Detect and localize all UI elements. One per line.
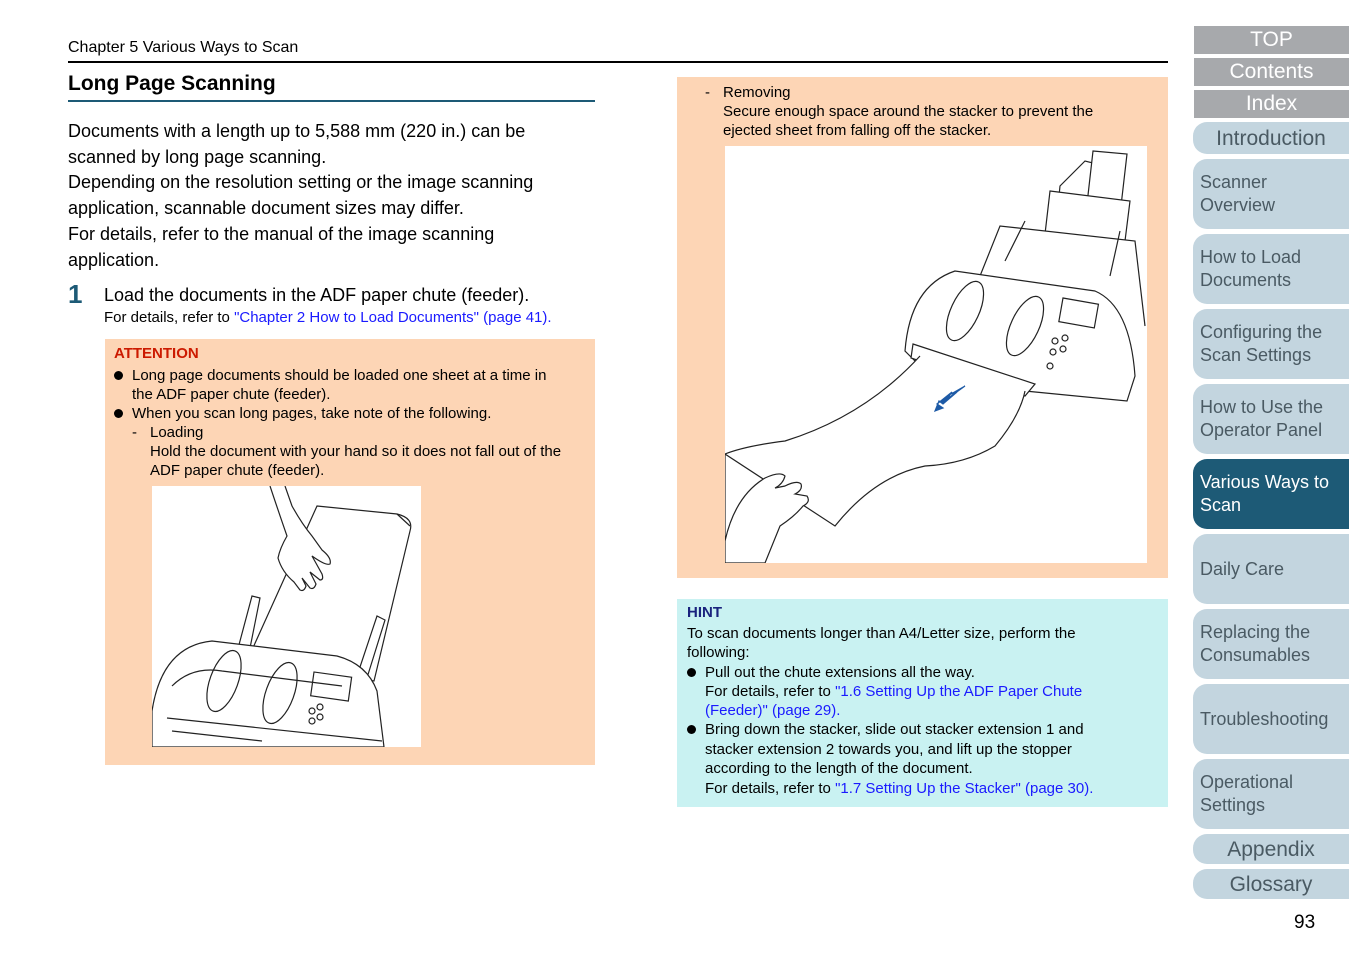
nav-contents-button[interactable]: Contents — [1194, 58, 1349, 86]
ref-suffix: . — [1089, 779, 1094, 797]
hint-box — [677, 599, 1168, 807]
attention-box — [105, 339, 595, 765]
bullet-line: stacker extension 2 towards you, and lift up the stopper — [705, 740, 1072, 758]
removing-line: ejected sheet from falling off the stacker. — [723, 122, 992, 139]
attention-title: ATTENTION — [114, 345, 199, 362]
bullet-text: Pull out the chute extensions all the way. — [705, 664, 975, 681]
ref-prefix: For details, refer to — [104, 309, 235, 326]
nav-how-to-load[interactable] — [1193, 234, 1349, 304]
nav-troubleshooting[interactable] — [1193, 684, 1349, 754]
nav-scanner-overview[interactable] — [1193, 159, 1349, 229]
nav-label: Scan — [1200, 495, 1242, 515]
intro-paragraph-2: Depending on the resolution setting or the image scanning application, scannable document sizes may differ. — [68, 172, 534, 219]
nav-index-button[interactable]: Index — [1194, 90, 1349, 118]
intro-text — [68, 119, 588, 273]
nav-label: Documents — [1200, 270, 1292, 290]
nav-label: How to Use the — [1200, 397, 1324, 417]
hint-intro-line: following: — [687, 644, 750, 661]
bullet-line: Bring down the stacker, slide out stacker extension 1 and — [705, 721, 1084, 738]
nav-label: Replacing the — [1200, 622, 1311, 642]
nav-label: Settings — [1200, 795, 1266, 815]
removing-box — [677, 77, 1168, 578]
bullet-dot — [114, 371, 123, 380]
nav-label: Operator Panel — [1200, 420, 1323, 440]
hint-intro-line: To scan documents longer than A4/Letter size, perform the — [687, 625, 1076, 642]
bullet-line: Long page documents should be loaded one sheet at a time in — [132, 367, 547, 384]
nav-label: Configuring the — [1200, 322, 1323, 342]
step-number: 1 — [68, 279, 83, 309]
nav-label: Consumables — [1200, 645, 1311, 665]
title-underline — [68, 100, 595, 102]
loading-illustration — [152, 486, 421, 747]
nav-glossary[interactable]: Glossary — [1193, 869, 1349, 899]
bullet-dot — [114, 409, 123, 418]
nav-operational-settings[interactable] — [1193, 759, 1349, 829]
bullet-dot — [687, 668, 696, 677]
nav-label: Operational — [1200, 772, 1294, 792]
bullet-text: When you scan long pages, take note of the following. — [132, 405, 492, 422]
removing-illustration — [725, 146, 1147, 563]
stacker-setup-link[interactable]: "1.7 Setting Up the Stacker" (page 30) — [835, 779, 1090, 797]
removing-label: Removing — [723, 84, 791, 101]
dash-mark: - — [132, 424, 137, 441]
chapter-heading: Chapter 5 Various Ways to Scan — [68, 39, 299, 56]
chapter2-link[interactable]: "Chapter 2 How to Load Documents" (page 41). — [234, 309, 552, 326]
header-divider — [68, 61, 1168, 63]
loading-line: ADF paper chute (feeder). — [150, 462, 325, 479]
removing-line: Secure enough space around the stacker to prevent the — [723, 103, 1094, 120]
hint-title: HINT — [687, 604, 722, 621]
dash-mark: - — [705, 84, 710, 101]
intro-paragraph-3: For details, refer to the manual of the image scanning application. — [68, 223, 495, 270]
nav-daily-care[interactable] — [1193, 534, 1349, 604]
nav-label: Scan Settings — [1200, 345, 1312, 365]
loading-label: Loading — [150, 424, 204, 441]
nav-label: Scanner — [1200, 172, 1268, 192]
loading-line: Hold the document with your hand so it does not fall out of the — [150, 443, 562, 460]
nav-label: Various Ways to — [1200, 472, 1330, 492]
nav-replacing-consumables[interactable] — [1193, 609, 1349, 679]
nav-introduction[interactable]: Introduction — [1193, 122, 1349, 154]
nav-various-ways[interactable] — [1193, 459, 1349, 529]
intro-paragraph-1: Documents with a length up to 5,588 mm (220 in.) can be scanned by long page scanning. — [68, 121, 526, 167]
nav-label: Daily Care — [1200, 558, 1285, 579]
nav-configuring[interactable] — [1193, 309, 1349, 379]
nav-appendix[interactable]: Appendix — [1193, 834, 1349, 864]
nav-top-button[interactable]: TOP — [1194, 26, 1349, 54]
ref-prefix: For details, refer to — [705, 683, 836, 700]
nav-label: Overview — [1200, 195, 1276, 215]
section-title: Long Page Scanning — [68, 72, 276, 95]
bullet-line: the ADF paper chute (feeder). — [132, 386, 331, 403]
nav-label: Troubleshooting — [1200, 708, 1329, 729]
nav-operator-panel[interactable] — [1193, 384, 1349, 454]
chute-setup-link[interactable]: "1.6 Setting Up the ADF Paper Chute — [835, 683, 1083, 700]
step-text: Load the documents in the ADF paper chute (feeder). — [104, 285, 530, 305]
bullet-dot — [687, 725, 696, 734]
chute-setup-link-cont[interactable]: (Feeder)" (page 29) — [705, 702, 837, 719]
ref-prefix: For details, refer to — [705, 779, 836, 797]
step-reference — [104, 309, 552, 326]
page-number: 93 — [1294, 912, 1316, 933]
ref-suffix: . — [836, 702, 841, 719]
nav-label: How to Load — [1200, 247, 1302, 267]
bullet-line: according to the length of the document. — [705, 760, 973, 777]
